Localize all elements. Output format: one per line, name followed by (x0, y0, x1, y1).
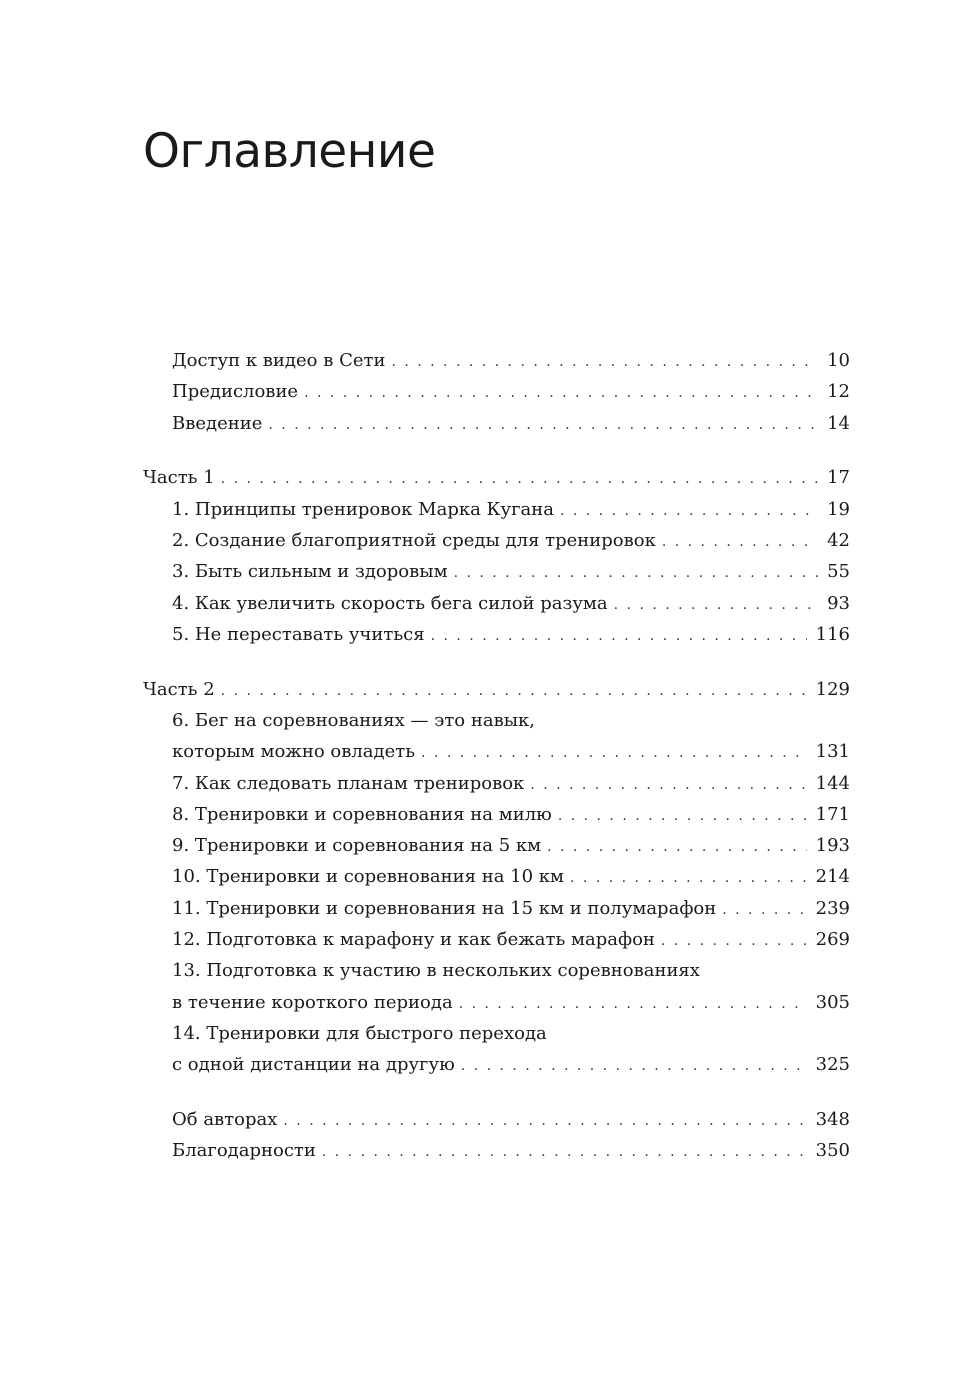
toc-page-number: 131 (815, 741, 850, 763)
toc-entry-title: 13. Подготовка к участию в нескольких соревнованиях (172, 960, 700, 982)
toc-line (143, 893, 850, 924)
toc-entry[interactable] (143, 376, 850, 407)
toc-page-number: 171 (815, 803, 850, 825)
toc-entry[interactable] (143, 924, 850, 955)
toc-entry-title: Об авторах (172, 1109, 278, 1131)
toc-entry-title: 3. Быть сильным и здоровым (172, 561, 448, 583)
toc-leader-dots (560, 496, 818, 527)
toc-entry[interactable] (143, 893, 850, 924)
toc-entry-title: 2. Создание благоприятной среды для тренировок (172, 529, 656, 551)
table-of-contents (143, 345, 850, 1167)
toc-page-number: 239 (815, 897, 850, 919)
toc-line (143, 619, 850, 650)
toc-leader-dots (268, 410, 818, 441)
toc-entry[interactable] (143, 588, 850, 619)
toc-entry-title: Благодарности (172, 1140, 316, 1162)
toc-line (143, 376, 850, 407)
toc-entry-title: 12. Подготовка к марафону и как бежать марафон (172, 929, 655, 951)
toc-entry[interactable] (143, 1018, 850, 1081)
toc-entry-title: 4. Как увеличить скорость бега силой разума (172, 592, 608, 614)
toc-leader-dots (431, 621, 807, 652)
toc-leader-dots (530, 770, 806, 801)
toc-entry-title: 7. Как следовать планам тренировок (172, 772, 525, 794)
toc-line (143, 799, 850, 830)
toc-line (143, 924, 850, 955)
toc-line (143, 768, 850, 799)
toc-entry[interactable] (143, 1135, 850, 1166)
toc-page-number: 42 (827, 529, 850, 551)
toc-line (143, 525, 850, 556)
toc-entry-title: Часть 2 (143, 678, 215, 700)
toc-entry[interactable] (143, 830, 850, 861)
toc-entry-title: 11. Тренировки и соревнования на 15 км и полумарафон (172, 897, 717, 919)
toc-line (143, 674, 850, 705)
toc-line (143, 408, 850, 439)
toc-leader-dots (614, 590, 818, 621)
toc-page-number: 214 (815, 866, 850, 888)
toc-page-number: 144 (815, 772, 850, 794)
toc-entry[interactable] (143, 525, 850, 556)
toc-page-number: 12 (827, 381, 850, 403)
toc-page-number: 19 (827, 498, 850, 520)
toc-page-number: 325 (815, 1054, 850, 1076)
toc-line (143, 345, 850, 376)
toc-entry[interactable] (143, 768, 850, 799)
toc-line (143, 1135, 850, 1166)
toc-page-number: 93 (827, 592, 850, 614)
toc-line (143, 736, 850, 767)
toc-entry-title: Введение (172, 412, 263, 434)
toc-line (143, 588, 850, 619)
toc-entry-title: которым можно овладеть (172, 741, 416, 763)
toc-leader-dots (461, 1051, 807, 1082)
toc-page-number: 17 (827, 467, 850, 489)
toc-entry[interactable] (143, 674, 850, 705)
toc-entry-title: Предисловие (172, 381, 299, 403)
toc-entry[interactable] (143, 705, 850, 768)
toc-leader-dots (570, 863, 807, 894)
toc-line (143, 830, 850, 861)
toc-group (143, 462, 850, 650)
toc-entry-title: 14. Тренировки для быстрого перехода (172, 1022, 547, 1044)
toc-entry-title: Доступ к видео в Сети (172, 350, 386, 371)
toc-leader-dots (454, 558, 819, 589)
toc-line (143, 494, 850, 525)
toc-entry[interactable] (143, 345, 850, 376)
toc-line (143, 705, 850, 736)
page-title: Оглавление (143, 124, 436, 179)
toc-line (143, 1018, 850, 1049)
toc-entry[interactable] (143, 799, 850, 830)
toc-leader-dots (322, 1137, 807, 1168)
toc-entry-title: 5. Не переставать учиться (172, 623, 425, 645)
toc-page-number: 10 (827, 350, 850, 371)
toc-entry[interactable] (143, 955, 850, 1018)
toc-entry-title: 10. Тренировки и соревнования на 10 км (172, 866, 565, 888)
toc-leader-dots (391, 347, 818, 378)
toc-entry-title: Часть 1 (143, 467, 215, 489)
toc-line (143, 987, 850, 1018)
toc-page-number: 116 (815, 623, 850, 645)
toc-line (143, 861, 850, 892)
toc-group (143, 345, 850, 439)
toc-entry-title: в течение короткого периода (172, 991, 453, 1013)
toc-line (143, 556, 850, 587)
toc-page-number: 305 (815, 991, 850, 1013)
toc-leader-dots (558, 801, 807, 832)
toc-entry[interactable] (143, 494, 850, 525)
toc-entry[interactable] (143, 462, 850, 493)
toc-entry[interactable] (143, 861, 850, 892)
toc-entry[interactable] (143, 556, 850, 587)
toc-entry-title: 9. Тренировки и соревнования на 5 км (172, 835, 542, 857)
toc-page-number: 55 (827, 561, 850, 583)
toc-leader-dots (421, 738, 807, 769)
toc-line (143, 1049, 850, 1080)
toc-page-number: 129 (815, 678, 850, 700)
toc-page-number: 269 (815, 929, 850, 951)
toc-page-number: 348 (815, 1109, 850, 1131)
toc-group (143, 674, 850, 1081)
toc-entry-title: 8. Тренировки и соревнования на милю (172, 803, 552, 825)
toc-entry-title: с одной дистанции на другую (172, 1054, 455, 1076)
toc-leader-dots (661, 926, 807, 957)
toc-entry-title: 1. Принципы тренировок Марка Кугана (172, 498, 554, 520)
toc-leader-dots (221, 464, 818, 495)
toc-entry[interactable] (143, 619, 850, 650)
toc-line (143, 1104, 850, 1135)
toc-leader-dots (459, 989, 807, 1020)
toc-line (143, 462, 850, 493)
toc-leader-dots (722, 895, 806, 926)
toc-page-number: 193 (815, 835, 850, 857)
toc-leader-dots (283, 1106, 806, 1137)
toc-group (143, 1104, 850, 1167)
toc-leader-dots (547, 832, 807, 863)
toc-leader-dots (221, 676, 807, 707)
toc-leader-dots (662, 527, 818, 558)
toc-page-number: 350 (815, 1140, 850, 1162)
toc-page-number: 14 (827, 412, 850, 434)
toc-entry[interactable] (143, 408, 850, 439)
toc-leader-dots (304, 378, 818, 409)
toc-entry[interactable] (143, 1104, 850, 1135)
toc-entry-title: 6. Бег на соревнованиях — это навык, (172, 709, 536, 731)
toc-line (143, 955, 850, 986)
